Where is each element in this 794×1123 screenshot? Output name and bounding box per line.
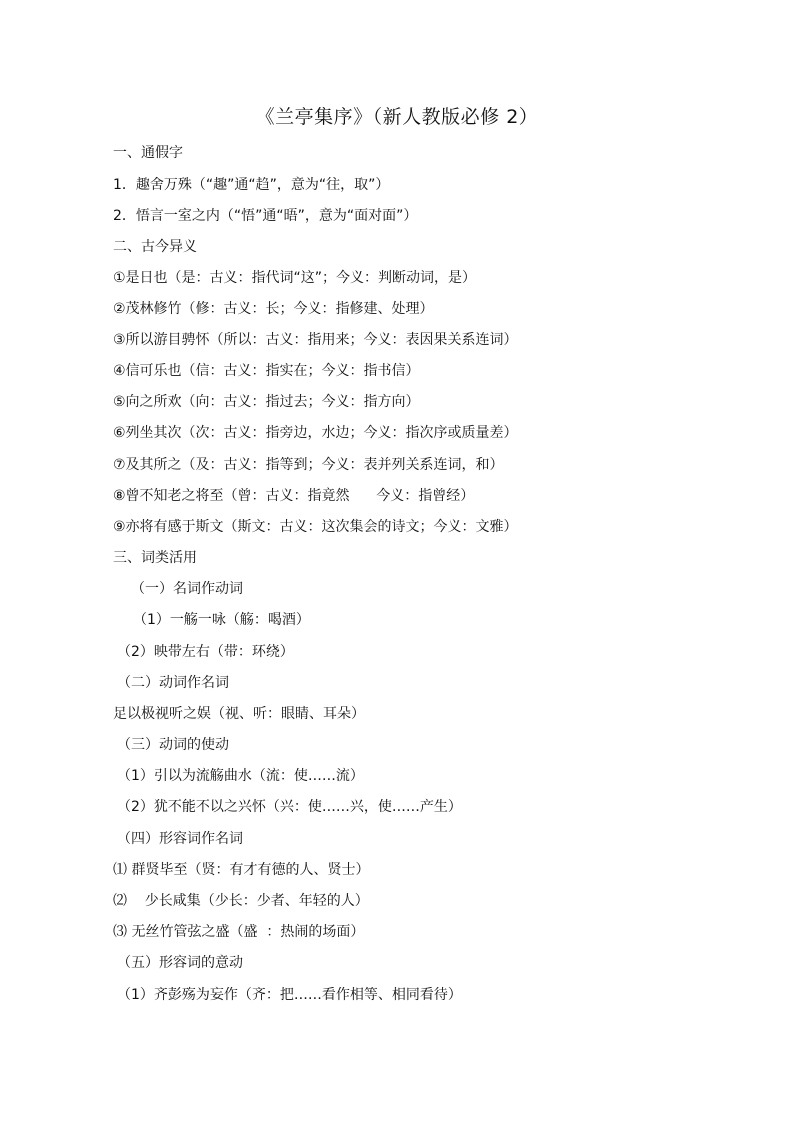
- list-item: （1）齐彭殇为妄作（齐：把……看作相等、相同看待）: [117, 987, 462, 1003]
- list-item: ⑧曾不知老之将至（曾：古义：指竟然 今义：指曾经）: [113, 488, 475, 504]
- subsection-heading: （二）动词作名词: [117, 675, 229, 691]
- list-item: （2）映带左右（带：环绕）: [117, 644, 294, 660]
- list-item: 1．趣舍万殊（“趣”通“趋”，意为“往，取”）: [113, 177, 390, 193]
- section-heading-gujinyiyi: 二、古今异义: [113, 239, 197, 255]
- list-item: ②茂林修竹（修：古义：长；今义：指修建、处理）: [113, 301, 434, 317]
- list-item: ③所以游目骋怀（所以：古义：指用来；今义：表因果关系连词）: [113, 332, 518, 348]
- subsection-heading: （四）形容词作名词: [117, 831, 243, 847]
- list-item: ⑨亦将有感于斯文（斯文：古义：这次集会的诗文；今义：文雅）: [113, 519, 518, 535]
- list-item: （1）引以为流觞曲水（流：使……流）: [117, 768, 364, 784]
- list-item: ④信可乐也（信：古义：指实在；今义：指书信）: [113, 363, 420, 379]
- list-item: （2）犹不能不以之兴怀（兴：使……兴，使……产生）: [117, 799, 462, 815]
- list-item: ⑤向之所欢（向：古义：指过去；今义：指方向）: [113, 394, 420, 410]
- list-item: （1）一觞一咏（觞：喝酒）: [133, 612, 310, 628]
- section-heading-tongjiazi: 一、通假字: [113, 145, 183, 161]
- document-title: 《兰亭集序》（新人教版必修 2）: [255, 106, 539, 128]
- list-item: ⑥列坐其次（次：古义：指旁边，水边；今义：指次序或质量差）: [113, 425, 518, 441]
- list-item: ⑴ 群贤毕至（贤：有才有德的人、贤士）: [113, 862, 370, 878]
- list-item: ⑦及其所之（及：古义：指等到；今义：表并列关系连词，和）: [113, 457, 504, 473]
- section-heading-cileihuoyong: 三、词类活用: [113, 550, 197, 566]
- subsection-heading: （三）动词的使动: [117, 737, 229, 753]
- list-item: ①是日也（是：古义：指代词“这”；今义：判断动词，是）: [113, 270, 477, 286]
- list-item: ⑶ 无丝竹管弦之盛（盛 ：热闹的场面）: [113, 924, 365, 940]
- list-item: 足以极视听之娱（视、听：眼睛、耳朵）: [113, 706, 365, 722]
- subsection-heading: （一）名词作动词: [131, 581, 243, 597]
- list-item: 2．悟言一室之内（“悟”通“晤”，意为“面对面”）: [113, 208, 418, 224]
- subsection-heading: （五）形容词的意动: [117, 955, 243, 971]
- list-item: ⑵ 少长咸集（少长：少者、年轻的人）: [113, 893, 369, 909]
